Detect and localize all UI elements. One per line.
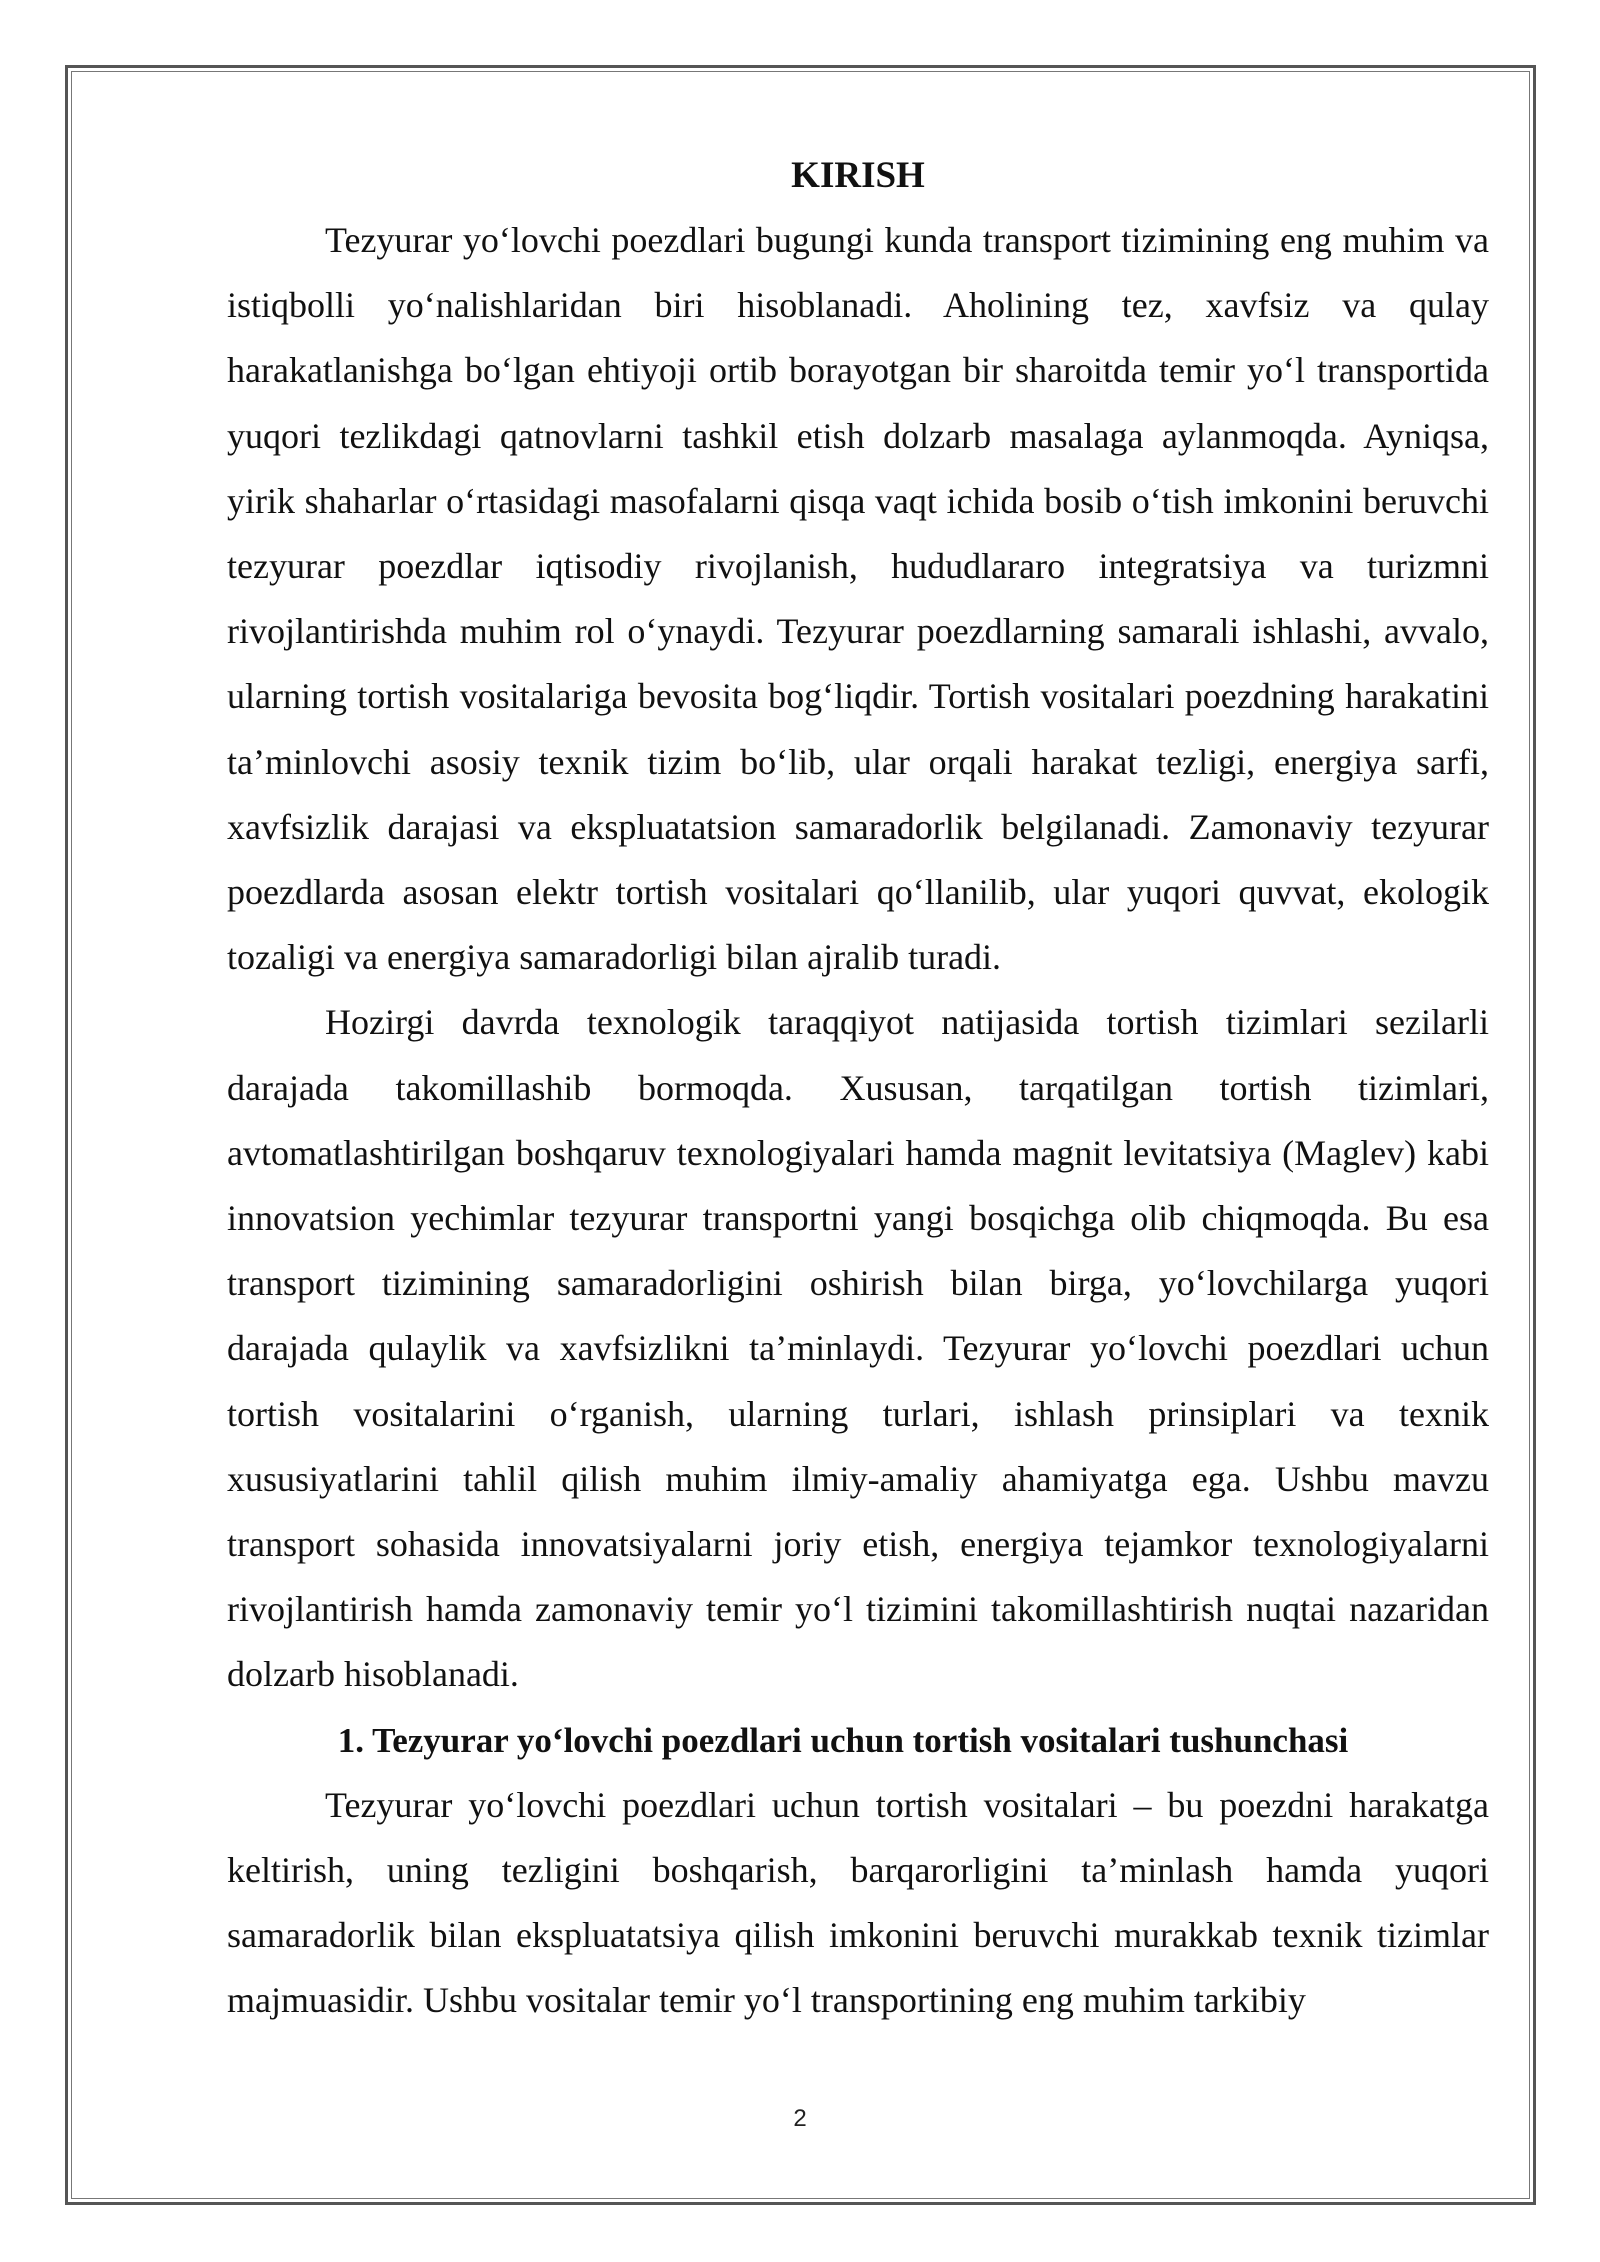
section-paragraph: Tezyurar yo‘lovchi poezdlari uchun tortish vositalari – bu poezdni harakatga keltirish, uning tezligini boshqarish, barqarorligini ta’minlash hamda yuqori samaradorlik bilan ekspluatatsiya qilish imkonini beruvchi murakkab texnik tizimlar majmuasidir. Ushbu vositalar temir yo‘l transportining eng muhim tarkibiy: [227, 1784, 1489, 2021]
intro-paragraph-2: Hozirgi davrda texnologik taraqqiyot natijasida tortish tizimlari sezilarli darajada takomillashib bormoqda. Xususan, tarqatilgan tortish tizimlari, avtomatlashtirilgan boshqaruv texnologiyalari hamda magnit levitatsiya (Maglev) kabi innovatsion yechimlar tezyurar transportni yangi bosqichga olib chiqmoqda. Bu esa transport tizimining samaradorligini oshirish bilan birga, yo‘lovchilarga yuqori darajada qulaylik va xavfsizlikni ta’minlaydi. Tezyurar yo‘lovchi poezdlari uchun tortish vositalarini o‘rganish, ularning turlari, ishlash prinsiplari va texnik xususiyatlarini tahlil qilish muhim ilmiy-amaliy ahamiyatga ega. Ushbu mavzu transport sohasida innovatsiyalarni joriy etish, energiya tejamkor texnologiyalarni rivojlantirish hamda zamonaviy temir yo‘l tizimini takomillashtirish nuqtai nazaridan dolzarb hisoblanadi.: [227, 1002, 1489, 1695]
intro-paragraph-1: Tezyurar yo‘lovchi poezdlari bugungi kunda transport tizimining eng muhim va istiqbolli yo‘nalishlaridan biri hisoblanadi. Aholining tez, xavfsiz va qulay harakatlanishga bo‘lgan ehtiyoji ortib borayotgan bir sharoitda temir yo‘l transportida yuqori tezlikdagi qatnovlarni tashkil etish dolzarb masalaga aylanmoqda. Ayniqsa, yirik shaharlar o‘rtasidagi masofalarni qisqa vaqt ichida bosib o‘tish imkonini beruvchi tezyurar poezdlar iqtisodiy rivojlanish, hududlararo integratsiya va turizmni rivojlantirishda muhim rol o‘ynaydi. Tezyurar poezdlarning samarali ishlashi, avvalo, ularning tortish vositalariga bevosita bog‘liqdir. Tortish vositalari poezdning harakatini ta’minlovchi asosiy texnik tizim bo‘lib, ular orqali harakat tezligi, energiya sarfi, xavfsizlik darajasi va ekspluatatsion samaradorlik belgilanadi. Zamonaviy tezyurar poezdlarda asosan elektr tortish vositalari qo‘llanilib, ular yuqori quvvat, ekologik tozaligi va energiya samaradorligi bilan ajralib turadi.: [227, 220, 1489, 978]
page-content: [227, 143, 1489, 2033]
page-number: 2: [793, 2105, 807, 2132]
section-heading: 1. Tezyurar yo‘lovchi poezdlari uchun tortish vositalari tushunchasi: [337, 1720, 1349, 1760]
page-title: KIRISH: [791, 155, 925, 196]
